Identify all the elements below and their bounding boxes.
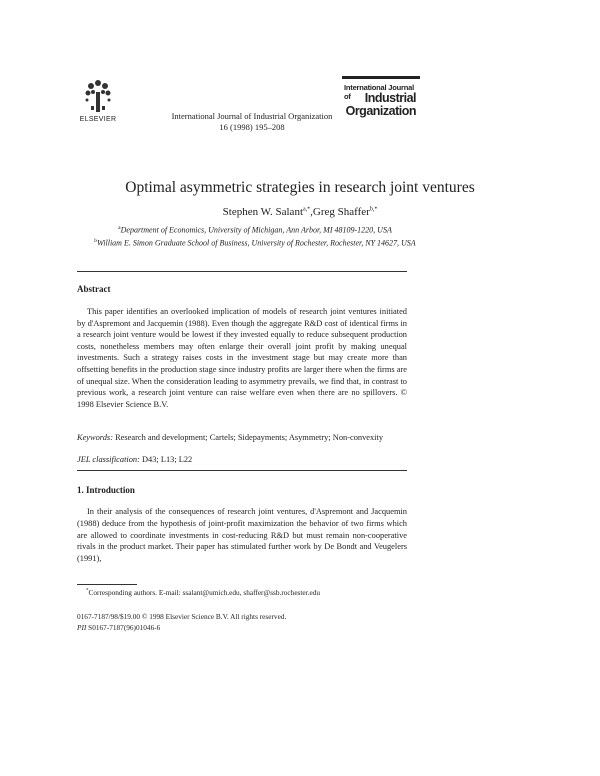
copyright-block bbox=[77, 612, 407, 633]
paper-title: Optimal asymmetric strategies in research joint ventures bbox=[125, 179, 475, 196]
keywords bbox=[77, 433, 407, 442]
intro-text: In their analysis of the consequences of research joint ventures, d'Aspremont and Jacquemin (1988) deduce from the hypothesis of joint-profit maximization the behavior of two firms which are allowed to coordinate investments in cost-reducing R&D but must remain non-cooperative rivals in the product market. Their paper has stimulated further work by De Bondt and Veugelers (1991), bbox=[77, 507, 407, 564]
footnote-divider bbox=[77, 584, 137, 585]
logo-bar-top bbox=[342, 76, 420, 79]
journal-volume: 16 (1998) 195–208 bbox=[219, 122, 285, 132]
author-affil-mark: b,* bbox=[369, 206, 378, 213]
jel-value: D43; L13; L22 bbox=[141, 455, 193, 464]
divider bbox=[77, 271, 407, 272]
journal-citation bbox=[160, 111, 344, 133]
pii-line bbox=[77, 623, 407, 634]
footnote-text: Corresponding authors. E-mail: ssalant@umich.edu, shaffer@ssb.rochester.edu bbox=[88, 588, 321, 597]
author-list: Stephen W. Salant$^{a,*}$,Greg Shaffer$^{b,*}$ bbox=[222, 206, 378, 218]
keywords-value: Research and development; Cartels; Sidepayments; Asymmetry; Non-convexity bbox=[115, 433, 384, 442]
author-affil-mark: a,* bbox=[303, 206, 311, 213]
journal-logo-line2: Industrial bbox=[364, 91, 416, 105]
affiliation-b: $^b$William E. Simon Graduate School of Business, University of Rochester, Rochester, NY 14627, USA bbox=[94, 238, 416, 248]
footnote-mark: * bbox=[86, 588, 89, 594]
elsevier-logo bbox=[76, 78, 120, 123]
divider bbox=[77, 470, 407, 471]
publisher-name: ELSEVIER bbox=[79, 116, 117, 123]
pii-label: PII bbox=[77, 622, 87, 632]
affiliations bbox=[70, 223, 440, 249]
footnote bbox=[86, 588, 406, 597]
abstract-text: This paper identifies an overlooked implication of models of research joint ventures initiated by d'Aspremont and Jacquemin (1988). Even though the aggregate R&D cost of identical firms in a research joint venture would be lowest if they invested equally to reduce subsequent production costs, nonetheless members may often enlarge their overall joint profit by making unequal investments. Such a strategy raises costs in the investment stage but may create more than offsetting benefits in the production stage since industry profits are larger there when the firms are of unequal size. When the consideration leading to asymmetry prevails, we find that, in contrast to previous work, a research joint venture can raise welfare even when there are no spillovers. © 1998 Elsevier Science B.V. bbox=[77, 307, 407, 409]
abstract-heading: Abstract bbox=[77, 284, 111, 294]
journal-name: International Journal of Industrial Organization bbox=[171, 111, 333, 121]
jel-label: JEL classification: bbox=[77, 455, 140, 464]
elsevier-tree-icon bbox=[83, 78, 113, 114]
jel-classification bbox=[77, 455, 407, 464]
author-name: Stephen W. Salant bbox=[222, 206, 303, 218]
journal-logo bbox=[342, 76, 420, 122]
author-name: Greg Shaffer bbox=[312, 206, 370, 218]
section-heading: 1. Introduction bbox=[77, 485, 135, 495]
pii-value: S0167-7187(96)01046-6 bbox=[88, 622, 161, 632]
journal-logo-line3: Organization bbox=[345, 104, 416, 118]
keywords-label: Keywords: bbox=[77, 433, 113, 442]
copyright-line: 0167-7187/98/$19.00 © 1998 Elsevier Science B.V. All rights reserved. bbox=[77, 612, 287, 621]
journal-logo-line1: International Journal of bbox=[344, 83, 414, 101]
affiliation-a: $^a$Department of Economics, University of Michigan, Ann Arbor, MI 48109-1220, USA bbox=[118, 225, 392, 235]
